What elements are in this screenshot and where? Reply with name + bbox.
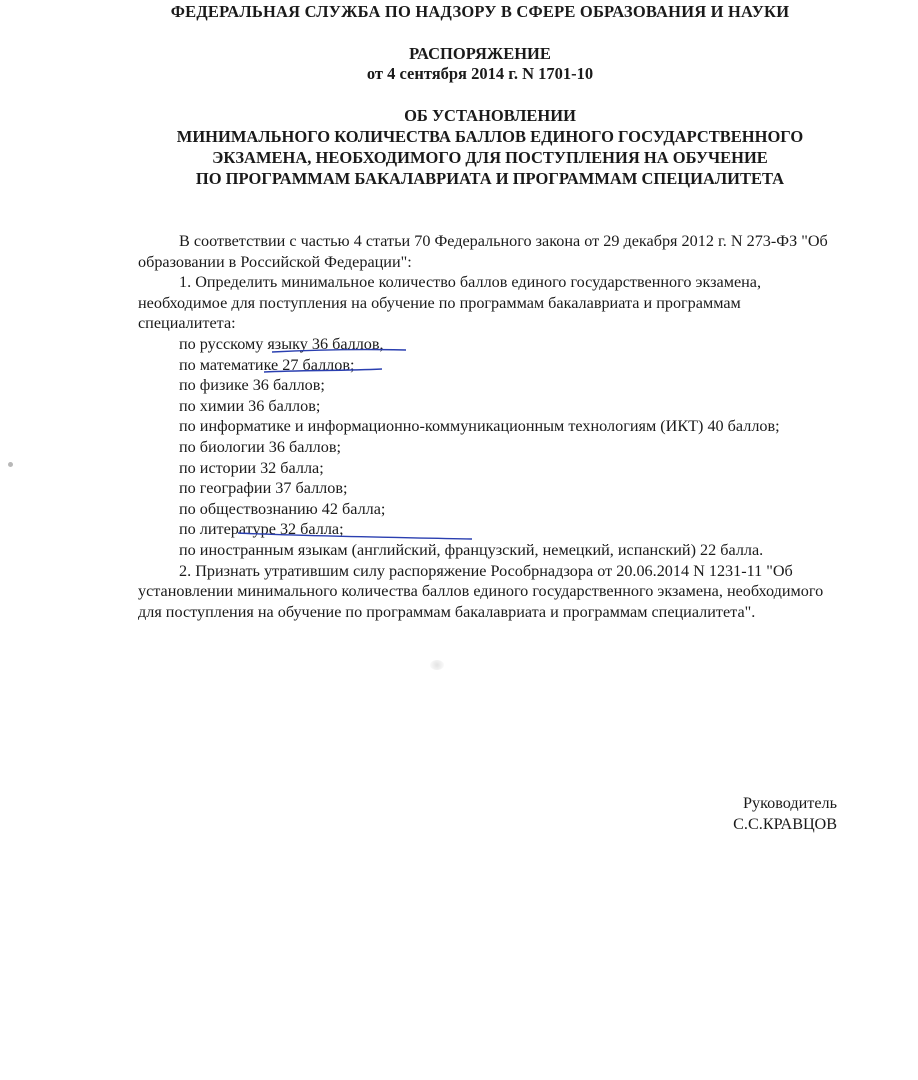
signatory-position: Руководитель (742, 794, 837, 812)
subject-informatics: по информатике и информационно-коммуникационным технологиям (ИКТ) 40 баллов; (179, 417, 780, 436)
subject-russian: по русскому языку 36 баллов, (179, 334, 384, 353)
title-line: МИНИМАЛЬНОГО КОЛИЧЕСТВА БАЛЛОВ ЕДИНОГО ГОСУДАРСТВЕННОГО (176, 127, 804, 146)
subject-physics: по физике 36 баллов; (179, 376, 325, 395)
subject-foreign-languages: по иностранным языкам (английский, французский, немецкий, испанский) 22 балла. (179, 540, 764, 559)
document-body (138, 231, 838, 622)
point-1-paragraph: 1. Определить минимальное количество баллов единого государственного экзамена, необходимое для поступления на обучение по программам бакалавриата и программам специалитета: (138, 273, 762, 333)
signatory-name: С.С.КРАВЦОВ (733, 814, 837, 833)
preamble-paragraph: В соответствии с частью 4 статьи 70 Федерального закона от 29 декабря 2012 г. N 273-ФЗ "Об образовании в Российской Федерации": (138, 232, 828, 271)
subject-geography: по географии 37 баллов; (179, 479, 348, 498)
subject-literature: по литературе 32 балла; (179, 520, 344, 539)
signature-block (600, 793, 837, 834)
scan-speck (8, 462, 13, 467)
subject-chemistry: по химии 36 баллов; (179, 396, 321, 415)
document-title (100, 105, 880, 189)
subject-biology: по биологии 36 баллов; (179, 437, 341, 456)
point-2-paragraph: 2. Признать утратившим силу распоряжение Рособрнадзора от 20.06.2014 N 1231-11 "Об установлении минимального количества баллов единого государственного экзамена, необходимого для поступления на обучение по программам бакалавриата и программам специалитета". (138, 561, 824, 621)
title-line: ОБ УСТАНОВЛЕНИИ (404, 106, 576, 125)
subject-social-studies: по обществознанию 42 балла; (179, 499, 386, 518)
title-line: ЭКЗАМЕНА, НЕОБХОДИМОГО ДЛЯ ПОСТУПЛЕНИЯ НА ОБУЧЕНИЕ (212, 148, 768, 167)
document-date: от 4 сентября 2014 г. N 1701-10 (366, 64, 594, 83)
document-type: РАСПОРЯЖЕНИЕ (409, 44, 551, 63)
subject-math: по математике 27 баллов; (179, 355, 355, 374)
title-line: ПО ПРОГРАММАМ БАКАЛАВРИАТА И ПРОГРАММАМ СПЕЦИАЛИТЕТА (195, 169, 785, 188)
scan-smudge (430, 660, 444, 670)
agency-name: ФЕДЕРАЛЬНАЯ СЛУЖБА ПО НАДЗОРУ В СФЕРЕ ОБРАЗОВАНИЯ И НАУКИ (170, 2, 790, 21)
subject-history: по истории 32 балла; (179, 458, 324, 477)
